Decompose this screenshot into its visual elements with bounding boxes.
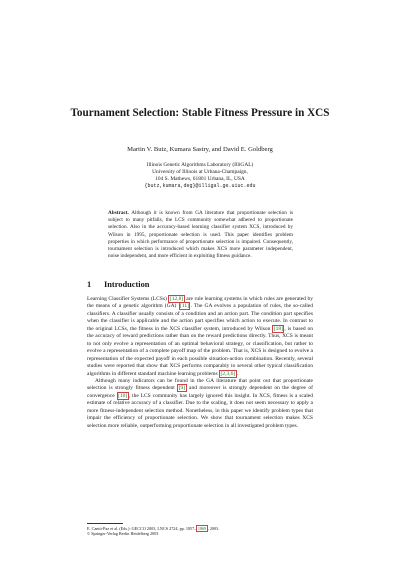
- text-run: and moreover is strongly dependent on the degree of convergence: [87, 385, 313, 399]
- affiliation-address: 104 S. Mathews, 61801 Urbana, IL, USA: [155, 175, 245, 182]
- text-run: . The GA evolves a population of rules, the so-called classifiers. A classifier usually consists of a condition and an action part. The condition part specifies when the classifier is applicable and the action part specifies which action to execute. In contrast to the original LCSs, the fitness in the XCS classifier system, introduced by Wilson: [87, 303, 313, 332]
- abstract-label: Abstract.: [108, 210, 129, 216]
- abstract: [108, 210, 293, 260]
- text-run: .: [236, 370, 239, 377]
- text-run: , is based on the accuracy of reward predictions rather than on the reward predictions directly. Thus, XCS is meant to not only evolve a representation of an optimal behavioral strategy, or classification, but rather to evolve a representation of a complete payoff map of the problem. That is, XCS is designed to evolve a representation of the expected payoff in each possible situation-action combination. Recently, several studies were reported that show that XCS performs comparably to several other typical classification algorithms in different standard machine learning problems: [87, 325, 313, 377]
- citation-link[interactable]: [11]: [180, 303, 189, 310]
- affiliation-block: [0, 162, 400, 190]
- text-run: are rule learning systems in which rules are generated by the means of a genetic algorithm (GA): [87, 296, 313, 310]
- section-title: Introduction: [104, 280, 150, 289]
- section-number: 1: [87, 280, 92, 289]
- text-run: , the LCS community has largely ignored this insight. In XCS, fitness is a scaled estimate of relative accuracy of a classifier. Due to the scaling, it does not seem necessary to apply a more fitness-independent selection method. Nonetheless, in this paper we identify problem types that impair the efficiency of proportionate selection. We show that tournament selection makes XCS selection more reliable, outperforming proportionate selection in all investigated problem types.: [87, 392, 313, 429]
- affiliation-lab: Illinois Genetic Algorithms Laboratory (IlliGAL): [146, 162, 254, 168]
- author-emails[interactable]: {butz,kumara,deg}@illigal.ge.uiuc.edu: [144, 182, 256, 189]
- citation-link[interactable]: [10]: [118, 392, 128, 399]
- citation-link[interactable]: 1869: [197, 526, 207, 531]
- citation-link[interactable]: [12,8]: [169, 296, 184, 302]
- author-list: Martin V. Butz, Kumara Sastry, and David E. Goldberg: [127, 146, 273, 153]
- section-heading: [87, 280, 149, 289]
- citation-link[interactable]: [18]: [273, 325, 283, 332]
- footnote-copyright: © Springer-Verlag Berlin Heidelberg 2003: [87, 531, 159, 537]
- footnote-text: E. Cantú-Paz et al. (Eds.): GECCO 2003, LNCS 2724, pp. 1857–: [87, 526, 197, 531]
- abstract-text: Although it is known from GA literature that proportionate selection is subject to many pitfalls, the LCS community somewhat adhered to proportionate selection. Also in the accuracy-based learning classifier system XCS, introduced by Wilson in 1995, proportionate selection is used. This paper identifies problem properties in which performance of proportionate selection is impaired. Consequently, tournament selection is introduced which makes XCS more parameter independent, noise independent, and more efficient in exploiting fitness guidance.: [108, 210, 293, 260]
- text-run: Although many indicators can be found in the GA literature that point out that proportionate selection is strongly fitness dependent: [87, 377, 313, 392]
- footnote-rule: [87, 523, 123, 524]
- body-text: [87, 296, 313, 430]
- affiliation-university: University of Illinois at Urbana-Champaign,: [152, 168, 248, 175]
- citation-link[interactable]: [2,3,6]: [220, 370, 236, 377]
- paragraph: [87, 378, 313, 430]
- paragraph: [87, 296, 313, 378]
- footnote-text: , 2003.: [207, 526, 220, 531]
- citation-link[interactable]: [9]: [178, 385, 186, 392]
- paper-title: Tournament Selection: Stable Fitness Pressure in XCS: [70, 107, 330, 119]
- footnote: [87, 526, 327, 537]
- text-run: Learning Classifier Systems (LCSs): [87, 296, 169, 302]
